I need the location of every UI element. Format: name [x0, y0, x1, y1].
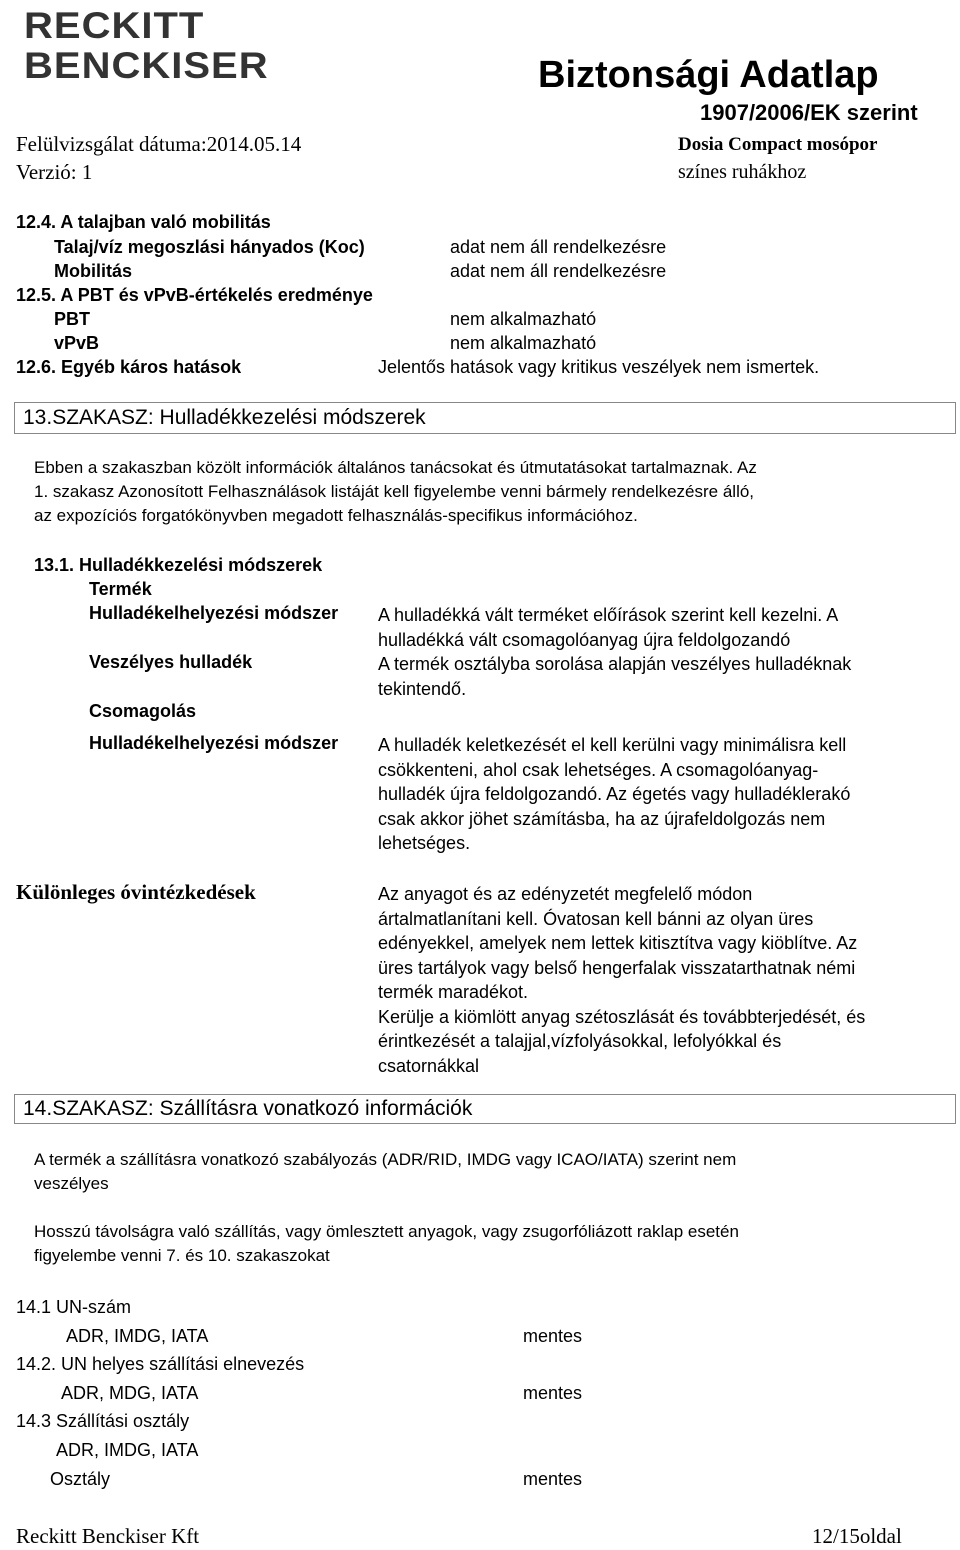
product-name: Dosia Compact mosópor [678, 134, 878, 155]
special-line: Kerülje a kiömlött anyag szétoszlását és továbbterjedését, és [378, 1006, 866, 1027]
shipping-name-label: ADR, MDG, IATA [61, 1383, 199, 1403]
special-line: üres tartályok vagy belső hengerfalak visszatarthatnak némi [378, 957, 856, 978]
vpvb-value: nem alkalmazható [450, 333, 597, 353]
pack-line: lehetséges. [378, 833, 471, 853]
pack-line: hulladék újra feldolgozandó. Az égetés vagy hulladéklerakó [378, 784, 851, 804]
koc-value: adat nem áll rendelkezésre [450, 237, 667, 257]
class-value: mentes [523, 1469, 583, 1489]
disposal-method-value [378, 603, 838, 652]
packaging-disposal-label: Hulladékelhelyezési módszer [89, 733, 339, 753]
company-logo [18, 6, 269, 90]
transport-class-label: ADR, IMDG, IATA [56, 1440, 199, 1460]
special-line: termék maradékot. [378, 982, 529, 1002]
s14-p2-line1: Hosszú távolságra való szállítás, vagy ömlesztett anyagok, vagy zsugorfóliázott raklap esetén [34, 1222, 739, 1241]
class-label: Osztály [50, 1469, 111, 1489]
mobility-value: adat nem áll rendelkezésre [450, 261, 667, 281]
hazardous-waste-value [378, 652, 851, 701]
hazardous-waste-label: Veszélyes hulladék [89, 652, 253, 672]
pack-line: csökkenteni, ahol csak lehetséges. A csomagolóanyag- [378, 759, 819, 780]
shipping-name-value: mentes [523, 1383, 583, 1403]
mobility-label: Mobilitás [54, 261, 133, 281]
special-precautions-value [378, 882, 865, 1078]
un-number-value: mentes [523, 1326, 583, 1346]
section-14-heading: 14.SZAKASZ: Szállításra vonatkozó információk [14, 1094, 956, 1124]
section-13-heading: 13.SZAKASZ: Hulladékkezelési módszerek [14, 402, 956, 434]
disposal-line: A hulladékká vált terméket előírások szerint kell kezelni. A [378, 605, 839, 625]
packaging-subheading: Csomagolás [89, 701, 197, 721]
page-number: 12/15oldal [812, 1524, 902, 1548]
pbt-value: nem alkalmazható [450, 309, 597, 329]
disposal-line: hulladékká vált csomagolóanyag újra feldolgozandó [378, 629, 791, 650]
version: Verzió: 1 [16, 160, 93, 184]
other-effects-value: Jelentős hatások vagy kritikus veszélyek nem ismertek. [378, 357, 820, 377]
un-number-label: ADR, IMDG, IATA [66, 1326, 209, 1346]
s14-p1-line2: veszélyes [34, 1174, 109, 1193]
hazard-line: tekintendő. [378, 678, 467, 699]
heading-14-3: 14.3 Szállítási osztály [16, 1411, 190, 1431]
special-line: érintkezését a talajjal,vízfolyásokkal, lefolyókkal és [378, 1031, 782, 1051]
s14-p1-line1: A termék a szállításra vonatkozó szabályozás (ADR/RID, IMDG vagy ICAO/IATA) szerint nem [34, 1150, 737, 1169]
vpvb-label: vPvB [54, 333, 100, 353]
packaging-disposal-value [378, 733, 850, 856]
koc-label: Talaj/víz megoszlási hányados (Koc) [54, 237, 365, 257]
heading-12-6: 12.6. Egyéb káros hatások [16, 357, 242, 377]
document-title: Biztonsági Adatlap [538, 54, 879, 96]
special-line: Az anyagot és az edényzetét megfelelő módon [378, 884, 753, 904]
regulation-reference: 1907/2006/EK szerint [700, 100, 918, 125]
heading-14-1: 14.1 UN-szám [16, 1297, 132, 1317]
s13-intro-line1: Ebben a szakaszban közölt információk általános tanácsokat és útmutatásokat tartalmaznak. Az [34, 458, 757, 477]
s14-p2-line2: figyelembe venni 7. és 10. szakaszokat [34, 1246, 330, 1265]
pack-line: A hulladék keletkezését el kell kerülni vagy minimálisra kell [378, 735, 847, 755]
heading-14-2: 14.2. UN helyes szállítási elnevezés [16, 1354, 305, 1374]
heading-13-1: 13.1. Hulladékkezelési módszerek [34, 555, 323, 575]
footer-company: Reckitt Benckiser Kft [16, 1524, 200, 1548]
pack-line: csak akkor jöhet számításba, ha az újrafeldolgozás nem [378, 808, 826, 829]
special-line: csatornákkal [378, 1055, 480, 1076]
disposal-method-label: Hulladékelhelyezési módszer [89, 603, 339, 623]
s13-intro-line2: 1. szakasz Azonosított Felhasználások listáját kell figyelembe venni bármely rendelkezésre álló, [34, 482, 755, 501]
product-subheading: Termék [89, 579, 152, 599]
heading-12-4: 12.4. A talajban való mobilitás [16, 212, 271, 232]
hazard-line: A termék osztályba sorolása alapján veszélyes hulladéknak [378, 654, 852, 674]
heading-12-5: 12.5. A PBT és vPvB-értékelés eredménye [16, 285, 373, 305]
product-subtitle: színes ruhákhoz [678, 161, 807, 183]
pbt-label: PBT [54, 309, 90, 329]
s13-intro-line3: az expozíciós forgatókönyvben megadott felhasználás-specifikus információhoz. [34, 506, 638, 525]
logo-line1: RECKITT [24, 6, 205, 47]
review-date: Felülvizsgálat dátuma:2014.05.14 [16, 132, 302, 156]
special-line: ártalmatlanítani kell. Óvatosan kell bánni az olyan üres [378, 908, 814, 929]
special-line: edényekkel, amelyek nem lettek kitisztítva vagy kiöblítve. Az [378, 933, 858, 953]
special-precautions-label: Különleges óvintézkedések [16, 880, 256, 904]
logo-line2: BENCKISER [24, 46, 269, 87]
